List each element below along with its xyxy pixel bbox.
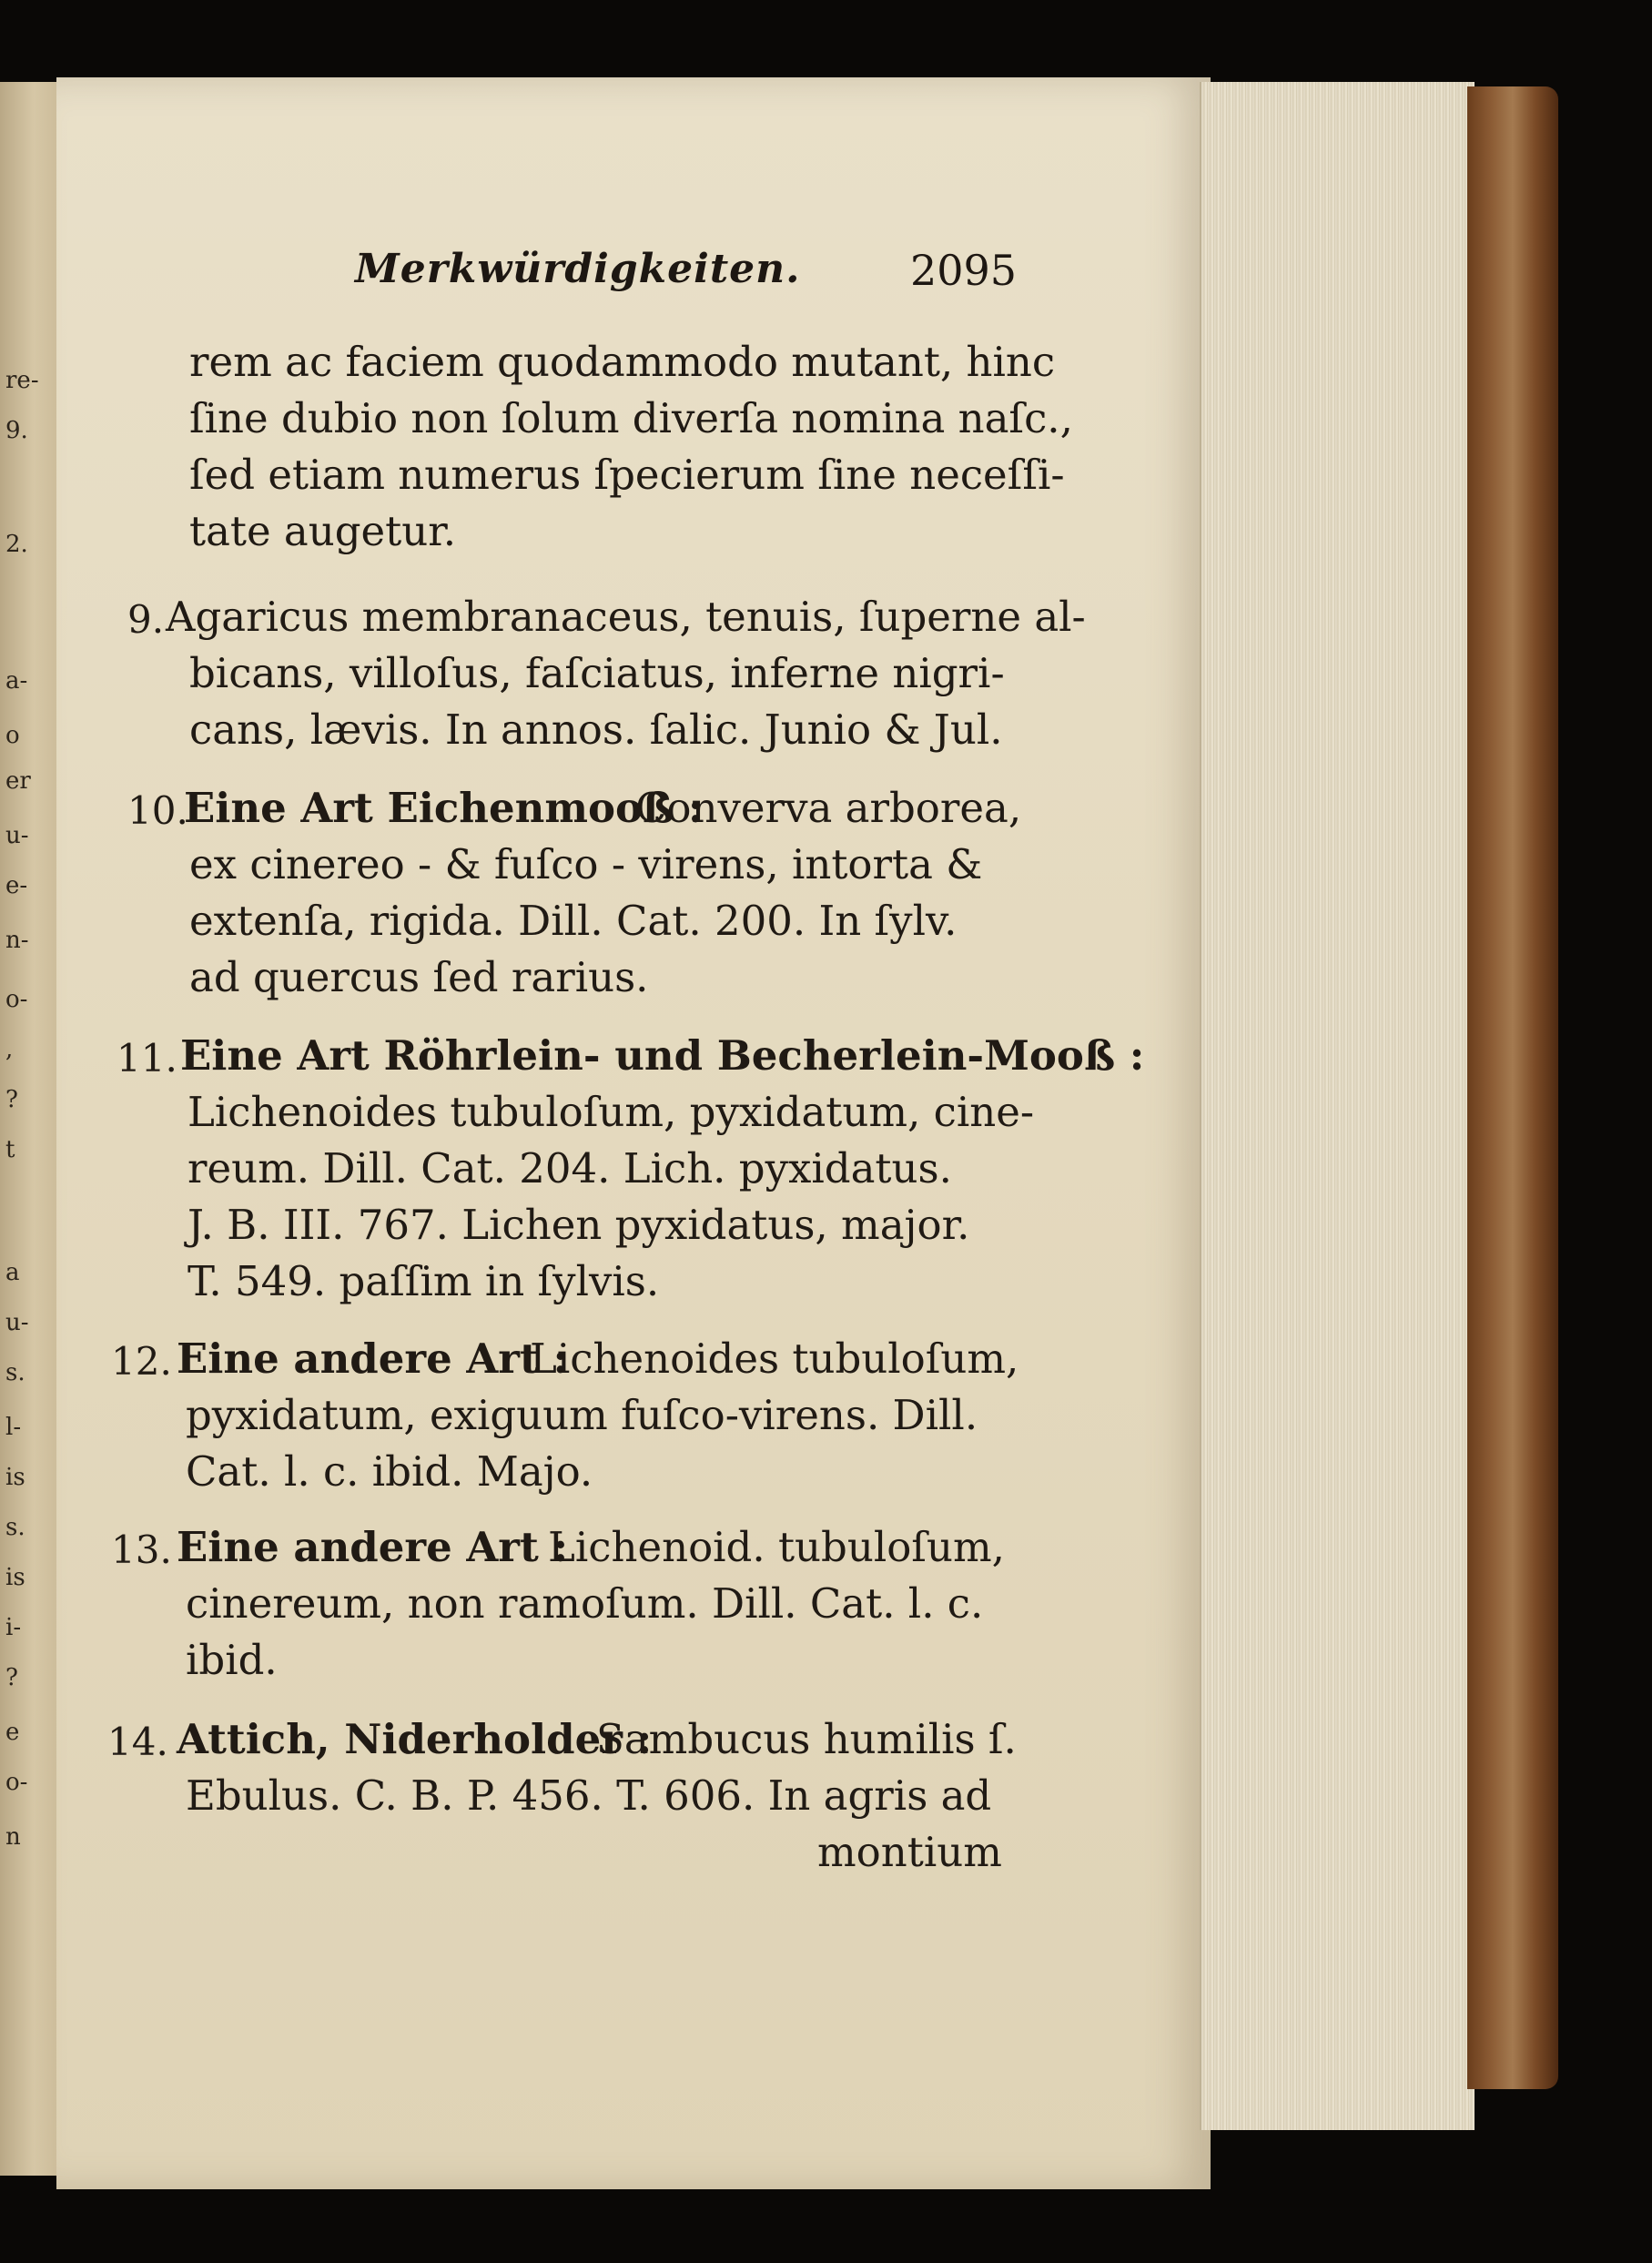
entry-line: Sambucus humilis ſ.	[596, 1715, 1017, 1763]
previous-page-edge	[0, 82, 59, 2176]
entry-line: reum. Dill. Cat. 204. Lich. pyxidatus.	[187, 1144, 952, 1192]
entry-line: Cat. l. c. ibid. Majo.	[186, 1447, 593, 1496]
left-page-fragment: n	[5, 1823, 21, 1851]
entry-line: Converva arborea,	[635, 784, 1022, 832]
entry-number: 11.	[117, 1036, 177, 1081]
entry-german-name: Eine andere Art :	[177, 1334, 569, 1383]
left-page-fragment: ?	[5, 1086, 18, 1113]
entry-german-name: Eine Art Eichenmooß :	[184, 784, 704, 832]
page-number: 2095	[910, 246, 1018, 295]
left-page-fragment: e	[5, 1719, 20, 1746]
left-page-fragment: er	[5, 767, 31, 795]
left-page-fragment: is	[5, 1564, 25, 1591]
left-page-fragment: a	[5, 1259, 20, 1286]
page-block-edges	[1200, 82, 1475, 2130]
entry-number: 13.	[111, 1527, 172, 1572]
entry-line: Lichenoid. tubuloſum,	[548, 1523, 1005, 1571]
entry-line: pyxidatum, exiguum fuſco-virens. Dill.	[186, 1391, 978, 1439]
left-page-fragment: u-	[5, 1309, 29, 1336]
left-page-fragment: re-	[5, 367, 39, 394]
left-page-fragment: l-	[5, 1414, 22, 1441]
entry-line: cinereum, non ramoſum. Dill. Cat. l. c.	[186, 1579, 984, 1628]
entry-line: ex cinereo - & fuſco - virens, intorta &	[189, 840, 983, 888]
entry-german-name: Attich, Niderholder :	[177, 1715, 653, 1763]
entry-number: 9.	[127, 597, 165, 642]
running-head: Merkwürdigkeiten.	[355, 246, 801, 292]
entry-line: Lichenoides tubuloſum,	[530, 1334, 1019, 1383]
left-page-fragment: o	[5, 722, 20, 749]
left-page-fragment: i-	[5, 1614, 22, 1641]
continuation-line: tate augetur.	[189, 507, 457, 555]
left-page-fragment: s.	[5, 1514, 25, 1541]
left-page-fragment: ,	[5, 1036, 14, 1063]
entry-line: extenſa, rigida. Dill. Cat. 200. In ſylv.	[189, 897, 958, 945]
left-page-fragment: u-	[5, 822, 29, 849]
continuation-line: rem ac faciem quodammodo mutant, hinc	[189, 338, 1056, 386]
left-page-fragment: o-	[5, 986, 28, 1013]
entry-line: J. B. III. 767. Lichen pyxidatus, major.	[187, 1201, 970, 1249]
entry-line: montium	[817, 1828, 1002, 1876]
left-page-fragment: 2.	[5, 531, 28, 558]
left-page-fragment: o-	[5, 1769, 28, 1796]
entry-german-name: Eine andere Art :	[177, 1523, 569, 1571]
left-page-fragment: s.	[5, 1359, 25, 1386]
entry-line: Agaricus membranaceus, tenuis, ſuperne al-	[166, 593, 1086, 641]
entry-line: T. 549. paſſim in ſylvis.	[187, 1257, 660, 1305]
left-page-fragment: ?	[5, 1664, 18, 1691]
entry-line: bicans, villoſus, faſciatus, inferne nigri-	[189, 649, 1005, 697]
left-page-fragment: e-	[5, 872, 28, 899]
leather-cover	[1467, 86, 1558, 2089]
entry-number: 12.	[111, 1339, 172, 1384]
left-page-fragment: a-	[5, 667, 28, 695]
left-page-fragment: is	[5, 1464, 25, 1491]
left-page-fragment: 9.	[5, 417, 28, 444]
entry-line: cans, lævis. In annos. ſalic. Junio & Jul.	[189, 705, 1003, 754]
entry-line: ad quercus ſed rarius.	[189, 953, 649, 1001]
left-page-fragment: n-	[5, 927, 29, 954]
continuation-line: ſed etiam numerus ſpecierum ſine neceſſi-	[189, 451, 1065, 499]
entry-line: Lichenoides tubuloſum, pyxidatum, cine-	[187, 1088, 1035, 1136]
entry-german-name: Eine Art Röhrlein- und Becherlein-Mooß :	[180, 1031, 1145, 1080]
left-page-fragment: t	[5, 1136, 15, 1163]
entry-number: 10.	[127, 788, 188, 833]
entry-line: ibid.	[186, 1636, 278, 1684]
continuation-line: ſine dubio non ſolum diverſa nomina naſc.,	[189, 394, 1073, 442]
entry-number: 14.	[107, 1720, 168, 1764]
entry-line: Ebulus. C. B. P. 456. T. 606. In agris ad	[186, 1771, 992, 1820]
